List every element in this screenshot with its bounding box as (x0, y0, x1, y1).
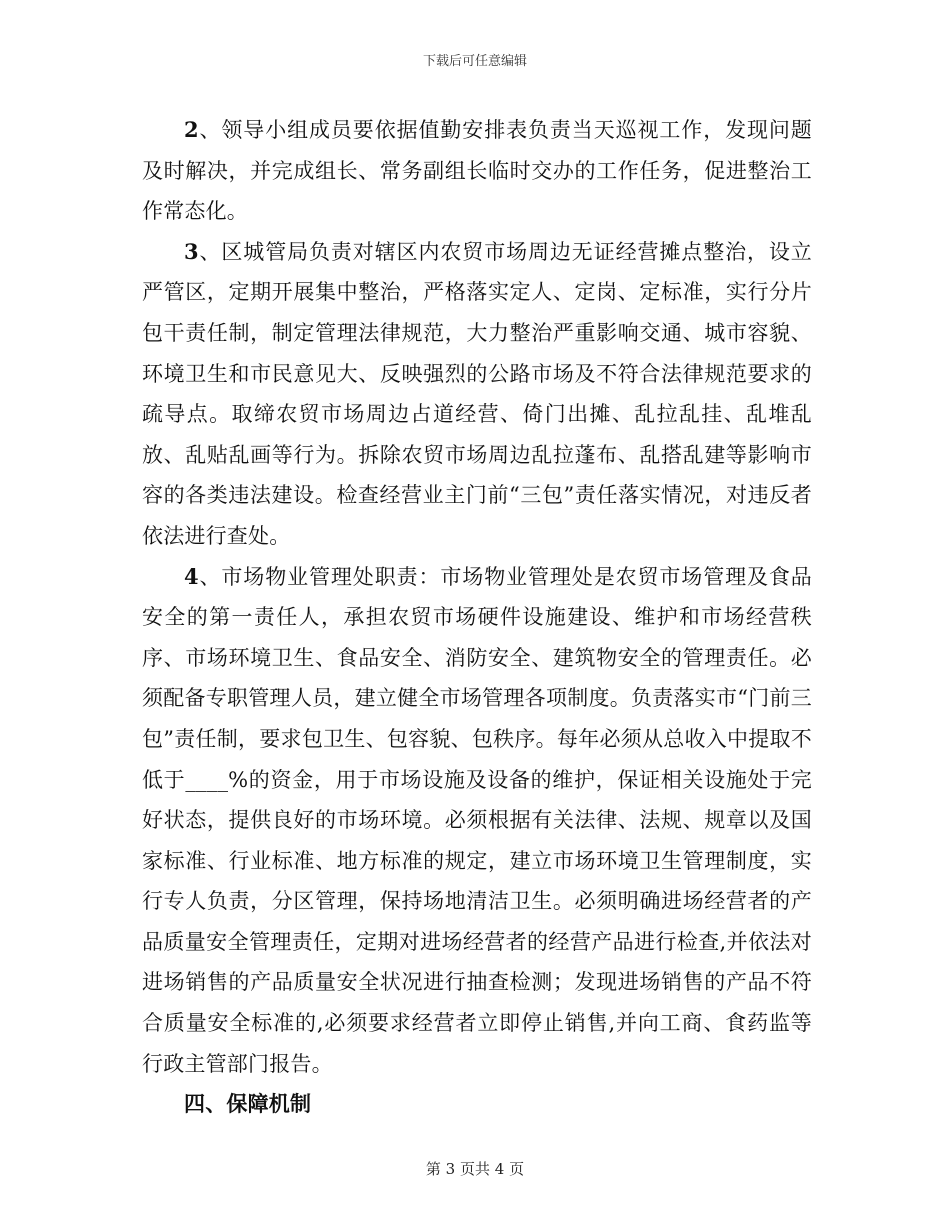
document-body (142, 110, 812, 1125)
paragraph-item-3 (142, 232, 812, 557)
page-header: 下载后可任意编辑 (422, 54, 527, 69)
paragraph-item-4 (142, 557, 812, 1085)
item-number: 3 (184, 238, 199, 264)
paragraph-text: 、领导小组成员要依据值勤安排表负责当天巡视工作，发现问题及时解决，并完成组长、常务副组长临时交办的工作任务，促进整治工作常态化。 (142, 118, 812, 224)
item-number: 4 (184, 563, 199, 589)
item-number: 2 (184, 117, 199, 142)
paragraph-text: 、市场物业管理处职责：市场物业管理处是农贸市场管理及食品安全的第一责任人，承担农贸市场硬件设施建设、维护和市场经营秩序、市场环境卫生、食品安全、消防安全、建筑物安全的管理责任。必须配备专职管理人员，建立健全市场管理各项制度。负责落实市“门前三包”责任制，要求包卫生、包容貌、包秩序。每年必须从总收入中提取不低于____%的资金，用于市场设施及设备的维护，保证相关设施处于完好状态，提供良好的市场环境。必须根据有关法律、法规、规章以及国家标准、行业标准、地方标准的规定，建立市场环境卫生管理制度，实行专人负责，分区管理，保持场地清洁卫生。必须明确进场经营者的产品质量安全管理责任，定期对进场经营者的经营产品进行检查,并依法对进场销售的产品质量安全状况进行抽查检测；发现进场销售的产品不符合质量安全标准的,必须要求经营者立即停止销售,并向工商、食药监等行政主管部门报告。 (142, 564, 812, 1076)
paragraph-item-2 (142, 110, 812, 232)
section-heading: 四、保障机制 (184, 1092, 312, 1117)
paragraph-text: 、区城管局负责对辖区内农贸市场周边无证经营摊点整治，设立严管区，定期开展集中整治，严格落实定人、定岗、定标准，实行分片包干责任制，制定管理法律规范，大力整治严重影响交通、城市容貌、环境卫生和市民意见大、反映强烈的公路市场及不符合法律规范要求的疏导点。取缔农贸市场周边占道经营、倚门出摊、乱拉乱挂、乱堆乱放、乱贴乱画等行为。拆除农贸市场周边乱拉蓬布、乱搭乱建等影响市容的各类违法建设。检查经营业主门前“三包”责任落实情况，对违反者依法进行查处。 (142, 239, 812, 548)
page-footer: 第 3 页共 4 页 (425, 1160, 525, 1178)
